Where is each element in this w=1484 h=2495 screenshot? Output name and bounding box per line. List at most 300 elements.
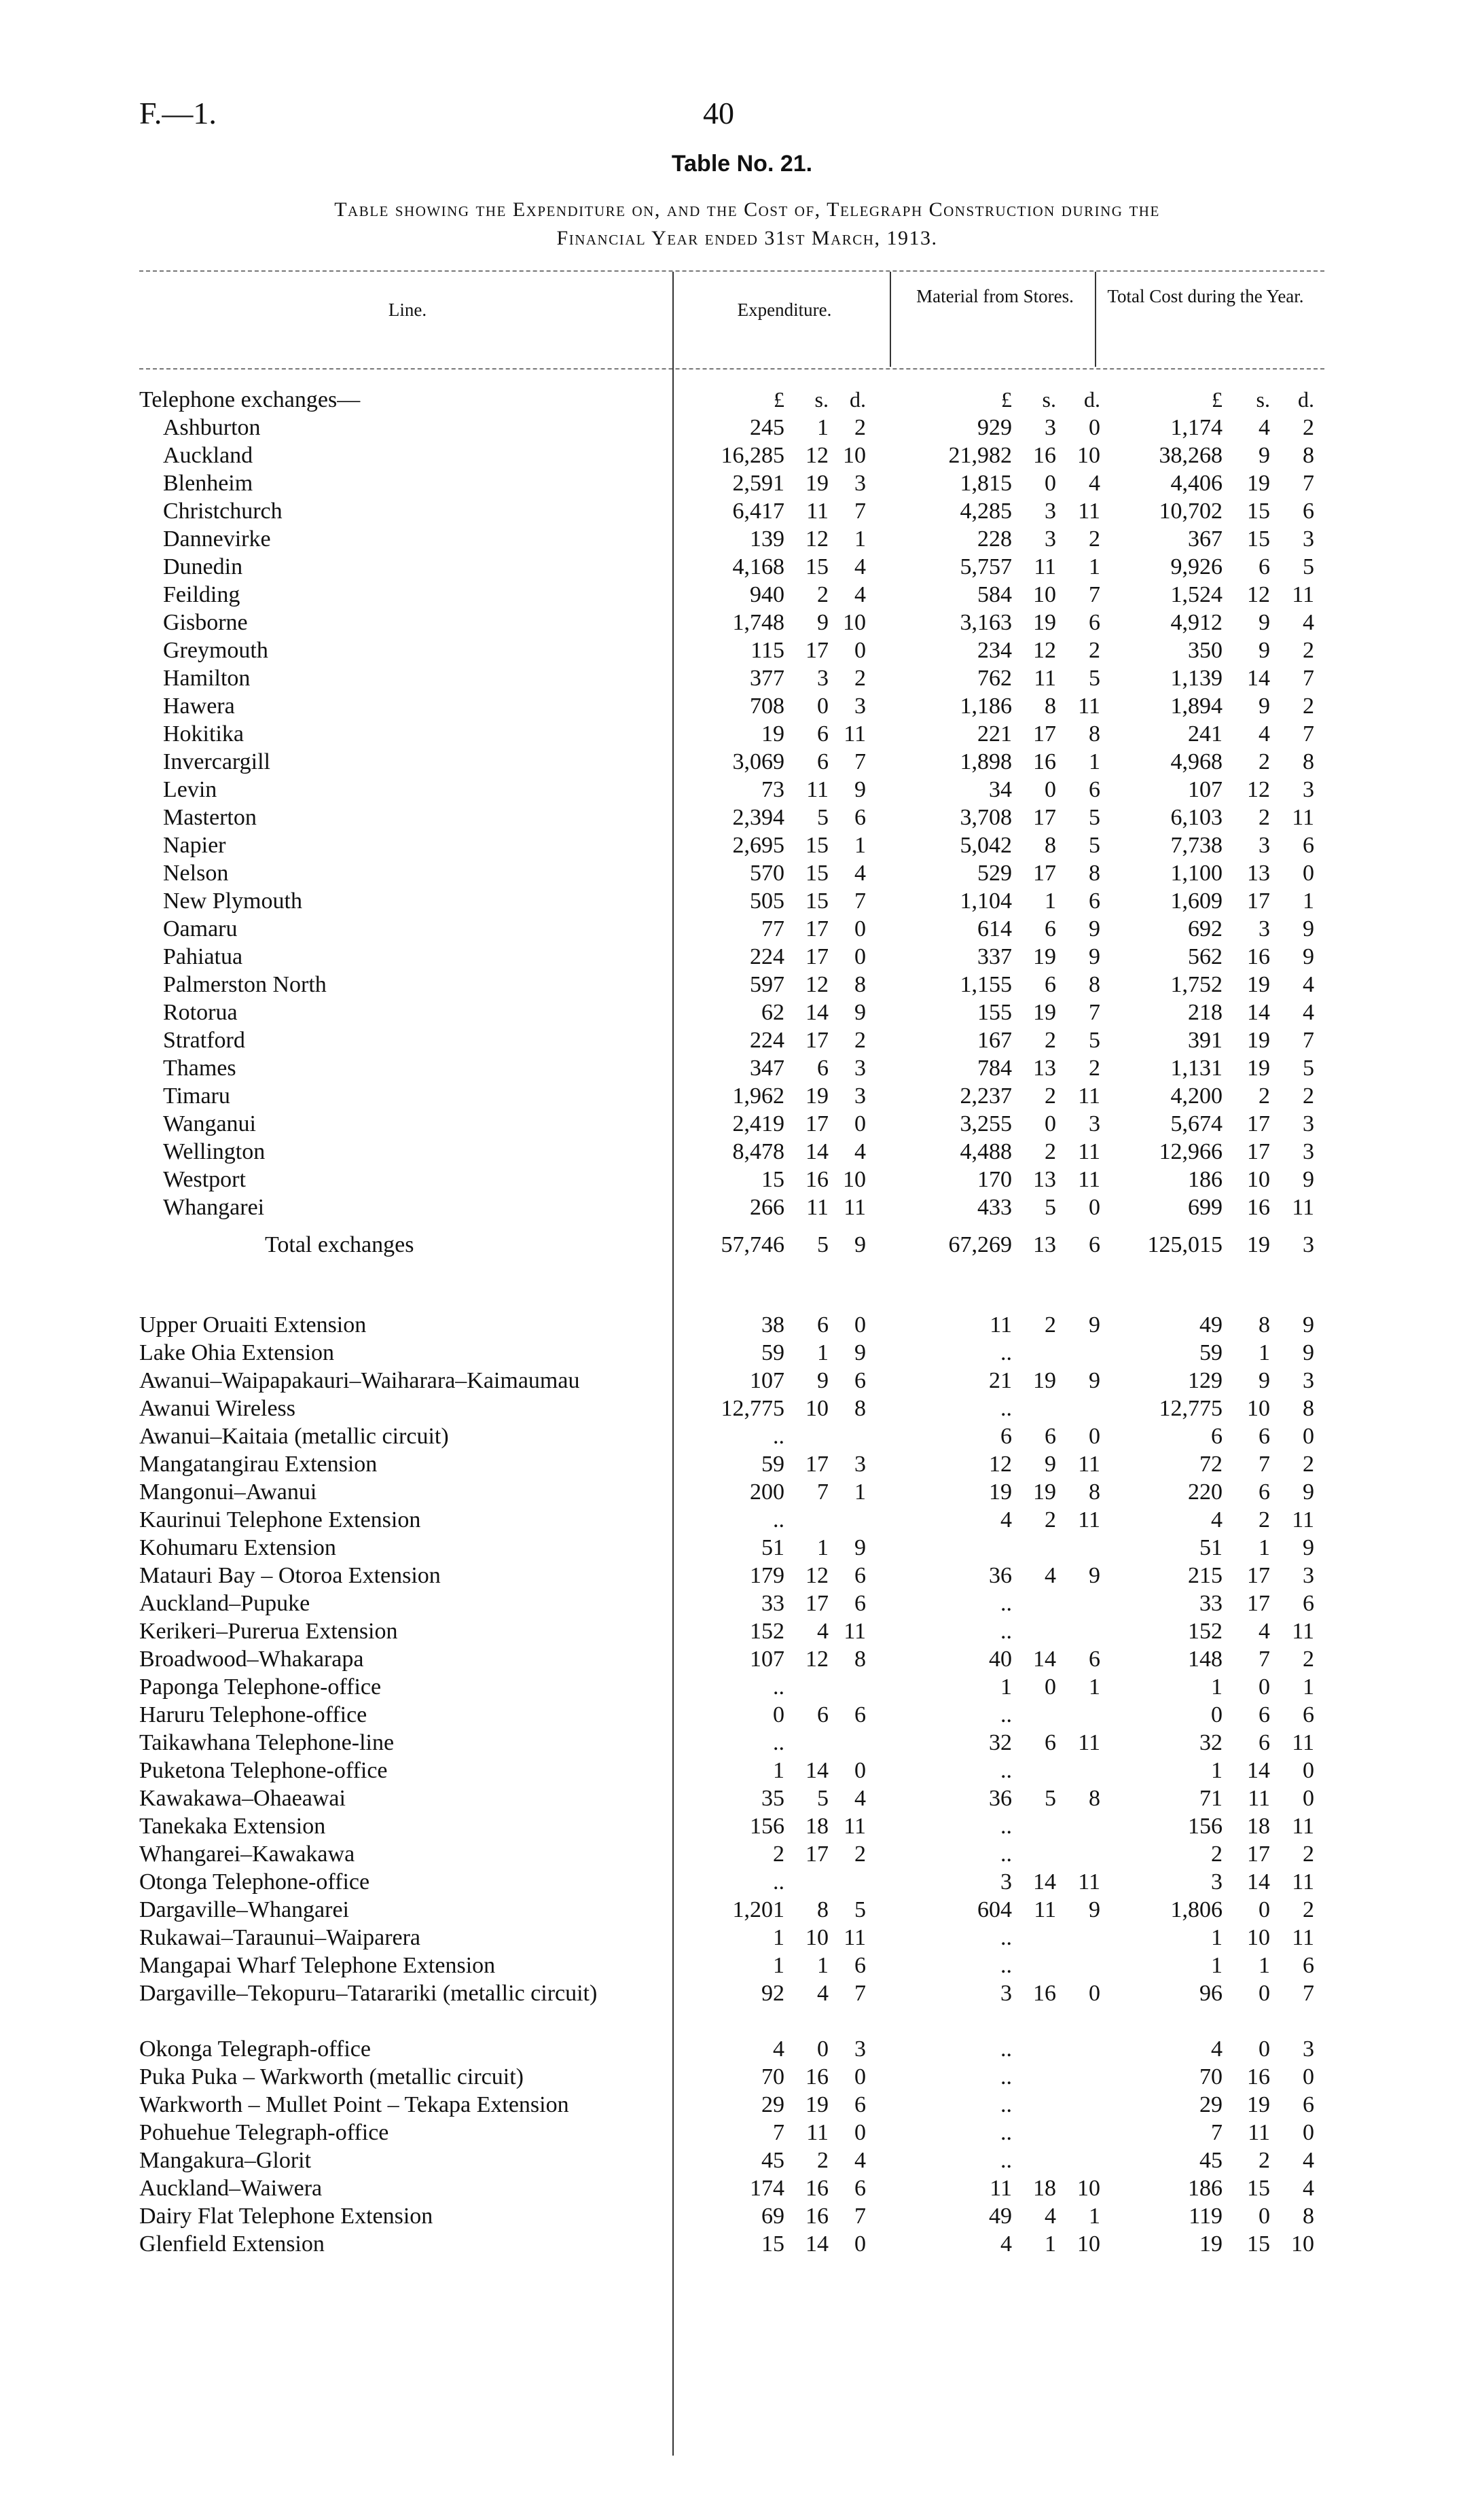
table-row (0, 664, 1484, 692)
total-pence: 3 (1303, 526, 1314, 552)
material-pounds: 4 (1000, 1507, 1012, 1532)
total-shillings: 2 (1259, 805, 1270, 830)
expenditure-pence: 3 (854, 694, 866, 719)
total-shillings: 0 (1259, 1981, 1270, 2006)
expenditure-pounds: 200 (750, 1479, 784, 1505)
total-pounds: 4,912 (1170, 610, 1223, 635)
material-shillings: 13 (1033, 1232, 1056, 1257)
total-pounds: 1,609 (1170, 888, 1223, 914)
total-pounds: 186 (1188, 2176, 1223, 2201)
total-shillings: 14 (1247, 1000, 1270, 1025)
expenditure-pounds: 2 (773, 1842, 784, 1867)
row-label: Okonga Telegraph-office (139, 2036, 371, 2062)
total-shillings: 17 (1247, 1139, 1270, 1164)
expenditure-pounds: 59 (761, 1340, 784, 1365)
material-pounds: 19 (989, 1479, 1012, 1505)
material-pence: 11 (1078, 694, 1100, 719)
row-label: Awanui Wireless (139, 1396, 295, 1421)
material-shillings: 0 (1045, 471, 1056, 496)
table-row (0, 1166, 1484, 1193)
table-subtitle-line-1: Table showing the Expenditure on, and the Cost of, Telegraph Construction during the (334, 198, 1160, 221)
expenditure-pence: 6 (854, 1591, 866, 1616)
material-pence: 5 (1089, 666, 1100, 691)
table-row (0, 1896, 1484, 1924)
total-pence: 10 (1291, 2231, 1314, 2257)
material-shillings: 6 (1045, 972, 1056, 997)
total-pence: 0 (1303, 2120, 1314, 2145)
material-shillings: 8 (1045, 833, 1056, 858)
material-pounds: 234 (977, 638, 1012, 663)
total-shillings: 0 (1259, 2036, 1270, 2062)
material-pounds: 433 (977, 1195, 1012, 1220)
total-shillings: 14 (1247, 1758, 1270, 1783)
total-shillings: 4 (1259, 721, 1270, 747)
total-pence: 11 (1292, 1195, 1314, 1220)
total-pence: 0 (1303, 2064, 1314, 2089)
table-row (0, 2063, 1484, 2091)
row-label: Wellington (163, 1139, 266, 1164)
total-pence: 3 (1303, 2036, 1314, 2062)
expenditure-shillings: 12 (806, 1647, 829, 1672)
row-label: Tanekaka Extension (139, 1814, 326, 1839)
total-shillings: 18 (1247, 1814, 1270, 1839)
expenditure-pounds: 505 (750, 888, 784, 914)
row-label: Westport (163, 1167, 246, 1192)
material-pounds: .. (1000, 2148, 1012, 2173)
row-label: Kaurinui Telephone Extension (139, 1507, 421, 1532)
total-shillings: 11 (1248, 2120, 1270, 2145)
expenditure-pence: 1 (854, 526, 866, 552)
expenditure-pounds: 266 (750, 1195, 784, 1220)
table-row (0, 1840, 1484, 1868)
expenditure-shillings: 15 (806, 833, 829, 858)
expenditure-pounds: 73 (761, 777, 784, 802)
material-pounds: 11 (990, 1312, 1012, 1338)
total-pence: 3 (1303, 1368, 1314, 1393)
total-pence: 9 (1303, 916, 1314, 941)
material-pounds: .. (1000, 1953, 1012, 1978)
material-shillings: 12 (1033, 638, 1056, 663)
material-pounds: 2,237 (960, 1083, 1012, 1109)
expenditure-shillings: 9 (817, 610, 829, 635)
total-shillings: 15 (1247, 499, 1270, 524)
material-pence: 10 (1077, 2231, 1100, 2257)
expenditure-pence: 0 (854, 1111, 866, 1136)
material-shillings: 2 (1045, 1312, 1056, 1338)
total-shillings: 3 (1259, 916, 1270, 941)
material-shillings: 2 (1045, 1083, 1056, 1109)
expenditure-shillings: 17 (806, 1028, 829, 1053)
expenditure-shillings: 17 (806, 944, 829, 969)
expenditure-pounds: .. (773, 1730, 784, 1755)
row-label: Nelson (163, 861, 229, 886)
total-pounds: 5,674 (1170, 1111, 1223, 1136)
total-pounds: 9,926 (1170, 554, 1223, 579)
table-row (0, 692, 1484, 720)
total-shillings: 6 (1259, 1730, 1270, 1755)
table-row (0, 1868, 1484, 1896)
table-row (0, 1110, 1484, 1138)
total-shillings: 6 (1259, 1702, 1270, 1727)
material-pence: 4 (1089, 471, 1100, 496)
material-pounds: 3,255 (960, 1111, 1012, 1136)
material-pounds: 1,155 (960, 972, 1012, 997)
row-label: Whangarei–Kawakawa (139, 1842, 355, 1867)
material-pence: 8 (1089, 861, 1100, 886)
table-row (0, 1701, 1484, 1729)
expenditure-shillings: 10 (806, 1925, 829, 1950)
expenditure-pence: 5 (854, 1897, 866, 1922)
table-row (0, 1729, 1484, 1757)
material-pounds: .. (1000, 1814, 1012, 1839)
table-row (0, 2230, 1484, 2258)
total-pence: 1 (1303, 888, 1314, 914)
material-shillings: 11 (1034, 554, 1056, 579)
material-shillings: 16 (1033, 1981, 1056, 2006)
expenditure-shillings: 17 (806, 638, 829, 663)
expenditure-shillings: 15 (806, 888, 829, 914)
total-pounds: 7 (1211, 2120, 1223, 2145)
total-pence: 11 (1292, 805, 1314, 830)
total-pence: 6 (1303, 1953, 1314, 1978)
total-pounds: 241 (1188, 721, 1223, 747)
page-number: 40 (703, 96, 734, 130)
material-pounds: 529 (977, 861, 1012, 886)
total-shillings: 13 (1247, 861, 1270, 886)
expenditure-shillings: 5 (817, 1232, 829, 1257)
row-label: Otonga Telephone-office (139, 1869, 370, 1895)
total-pence: 11 (1292, 1814, 1314, 1839)
total-pence: 11 (1292, 1619, 1314, 1644)
table-row (0, 804, 1484, 831)
total-pounds: 70 (1199, 2064, 1223, 2089)
unit-shillings: s. (1256, 387, 1270, 412)
unit-pence: d. (850, 387, 866, 412)
expenditure-pounds: 15 (761, 1167, 784, 1192)
total-pence: 4 (1303, 1000, 1314, 1025)
total-pence: 9 (1303, 1479, 1314, 1505)
total-pence: 6 (1303, 833, 1314, 858)
row-label: Gisborne (163, 610, 248, 635)
table-row (0, 1193, 1484, 1221)
expenditure-pence: 6 (854, 2092, 866, 2117)
total-shillings: 4 (1259, 1619, 1270, 1644)
material-pounds: 3,163 (960, 610, 1012, 635)
expenditure-shillings: 18 (806, 1814, 829, 1839)
total-pence: 3 (1303, 1111, 1314, 1136)
row-label: Rukawai–Taraunui–Waiparera (139, 1925, 421, 1950)
total-pence: 3 (1303, 1232, 1314, 1257)
unit-pounds: £ (1001, 387, 1012, 412)
total-shillings: 10 (1247, 1925, 1270, 1950)
total-pounds: 10,702 (1159, 499, 1223, 524)
material-shillings: 18 (1033, 2176, 1056, 2201)
material-shillings: 17 (1033, 805, 1056, 830)
material-shillings: 19 (1033, 1479, 1056, 1505)
total-pounds: 12,775 (1159, 1396, 1223, 1421)
expenditure-pounds: 1 (773, 1925, 784, 1950)
total-shillings: 17 (1247, 1563, 1270, 1588)
total-pence: 7 (1303, 666, 1314, 691)
expenditure-pence: 0 (854, 1312, 866, 1338)
total-pence: 2 (1303, 694, 1314, 719)
total-pounds: 12,966 (1159, 1139, 1223, 1164)
column-header-material: Material from Stores. (916, 286, 1074, 306)
spacer (0, 1269, 1484, 1311)
table-row (0, 971, 1484, 999)
material-shillings: 11 (1034, 666, 1056, 691)
material-pounds: 228 (977, 526, 1012, 552)
total-pence: 8 (1303, 1396, 1314, 1421)
expenditure-pounds: 570 (750, 861, 784, 886)
total-pounds: 1,524 (1170, 582, 1223, 607)
expenditure-shillings: 15 (806, 861, 829, 886)
expenditure-pounds: .. (773, 1674, 784, 1700)
expenditure-pence: 6 (854, 2176, 866, 2201)
table-row (0, 1979, 1484, 2035)
material-pounds: 167 (977, 1028, 1012, 1053)
total-shillings: 8 (1259, 1312, 1270, 1338)
expenditure-pence: 4 (854, 2148, 866, 2173)
material-pence: 11 (1078, 1167, 1100, 1192)
unit-shillings: s. (1042, 387, 1056, 412)
total-pence: 11 (1292, 1507, 1314, 1532)
expenditure-pence: 10 (843, 1167, 866, 1192)
material-shillings: 4 (1045, 2204, 1056, 2229)
table-row (0, 1082, 1484, 1110)
material-pounds: 5,042 (960, 833, 1012, 858)
expenditure-pence: 0 (854, 638, 866, 663)
row-label: Hamilton (163, 666, 251, 691)
expenditure-shillings: 12 (806, 526, 829, 552)
expenditure-pounds: 3,069 (732, 749, 784, 774)
expenditure-pounds: 2,394 (732, 805, 784, 830)
expenditure-shillings: 1 (817, 1953, 829, 1978)
material-pounds: 32 (989, 1730, 1012, 1755)
expenditure-pence: 8 (854, 972, 866, 997)
total-shillings: 6 (1259, 1479, 1270, 1505)
table-body (0, 386, 1484, 2258)
material-pence: 11 (1078, 1730, 1100, 1755)
document-reference: F.—1. (139, 96, 217, 130)
total-shillings: 17 (1247, 1842, 1270, 1867)
total-pounds: 148 (1188, 1647, 1223, 1672)
material-pence: 6 (1089, 777, 1100, 802)
material-shillings: 2 (1045, 1507, 1056, 1532)
material-pence: 1 (1089, 749, 1100, 774)
total-shillings: 15 (1247, 2231, 1270, 2257)
material-pounds: .. (1000, 2036, 1012, 2062)
material-pence: 11 (1078, 1507, 1100, 1532)
total-shillings: 15 (1247, 526, 1270, 552)
expenditure-shillings: 6 (817, 1702, 829, 1727)
row-label: Awanui–Kaitaia (metallic circuit) (139, 1424, 449, 1449)
expenditure-shillings: 16 (806, 1167, 829, 1192)
total-pounds: 1,100 (1170, 861, 1223, 886)
expenditure-pence: 7 (854, 1981, 866, 2006)
material-pounds: 784 (977, 1056, 1012, 1081)
expenditure-pence: 10 (843, 610, 866, 635)
row-label: Dargaville–Tekopuru–Tatarariki (metallic circuit) (139, 1981, 598, 2006)
row-label: Masterton (163, 805, 257, 830)
total-pence: 4 (1303, 2148, 1314, 2173)
material-pounds: 4,285 (960, 499, 1012, 524)
expenditure-pence: 1 (854, 833, 866, 858)
total-pounds: 562 (1188, 944, 1223, 969)
column-header-total: Total Cost during the Year. (1107, 286, 1304, 306)
material-pounds: 584 (977, 582, 1012, 607)
expenditure-shillings: 12 (806, 1563, 829, 1588)
total-shillings: 19 (1247, 471, 1270, 496)
row-label: Kawakawa–Ohaeawai (139, 1786, 346, 1811)
total-shillings: 0 (1259, 1674, 1270, 1700)
expenditure-pounds: 2,591 (732, 471, 784, 496)
table-row (0, 469, 1484, 497)
expenditure-pounds: 92 (761, 1981, 784, 2006)
expenditure-pounds: 2,419 (732, 1111, 784, 1136)
row-label: Feilding (163, 582, 240, 607)
row-label: Auckland (163, 443, 253, 468)
material-pounds: 929 (977, 415, 1012, 440)
expenditure-pence: 0 (854, 1758, 866, 1783)
table-row (0, 1367, 1484, 1395)
table-row (0, 1617, 1484, 1645)
total-pence: 6 (1303, 1591, 1314, 1616)
material-shillings: 14 (1033, 1647, 1056, 1672)
table-row (0, 2119, 1484, 2147)
total-pounds: 1 (1211, 1925, 1223, 1950)
expenditure-pounds: 224 (750, 1028, 784, 1053)
expenditure-pounds: 1 (773, 1953, 784, 1978)
expenditure-shillings: 19 (806, 471, 829, 496)
expenditure-pounds: 708 (750, 694, 784, 719)
material-pence: 5 (1089, 805, 1100, 830)
expenditure-pence: 3 (854, 2036, 866, 2062)
expenditure-pence: 3 (854, 471, 866, 496)
expenditure-pounds: 33 (761, 1591, 784, 1616)
expenditure-shillings: 17 (806, 1111, 829, 1136)
total-pounds: 152 (1188, 1619, 1223, 1644)
material-pounds: 6 (1000, 1424, 1012, 1449)
expenditure-shillings: 17 (806, 916, 829, 941)
total-pence: 7 (1303, 1981, 1314, 2006)
material-pounds: 4,488 (960, 1139, 1012, 1164)
expenditure-pence: 0 (854, 916, 866, 941)
material-pence: 3 (1089, 1111, 1100, 1136)
material-pounds: 3 (1000, 1869, 1012, 1895)
total-shillings: 10 (1247, 1167, 1270, 1192)
total-pence: 2 (1303, 1083, 1314, 1109)
expenditure-shillings: 8 (817, 1897, 829, 1922)
expenditure-pence: 1 (854, 1479, 866, 1505)
material-pounds: 170 (977, 1167, 1012, 1192)
row-label: Haruru Telephone-office (139, 1702, 367, 1727)
unit-pence: d. (1084, 387, 1100, 412)
material-pence: 11 (1078, 1869, 1100, 1895)
total-pence: 7 (1303, 721, 1314, 747)
total-shillings: 16 (1247, 2064, 1270, 2089)
expenditure-pence: 9 (854, 1535, 866, 1560)
material-pounds: .. (1000, 1842, 1012, 1867)
expenditure-pence: 3 (854, 1083, 866, 1109)
expenditure-pence: 11 (844, 1195, 866, 1220)
total-pence: 5 (1303, 1056, 1314, 1081)
material-shillings: 5 (1045, 1195, 1056, 1220)
material-pence: 6 (1089, 1232, 1100, 1257)
row-label: Greymouth (163, 638, 268, 663)
table-title: Table No. 21. (671, 151, 813, 177)
material-pounds: 1 (1000, 1674, 1012, 1700)
expenditure-pounds: 107 (750, 1368, 784, 1393)
total-pence: 8 (1303, 2204, 1314, 2229)
material-pence: 2 (1089, 638, 1100, 663)
total-pence: 2 (1303, 415, 1314, 440)
expenditure-pounds: 1,748 (732, 610, 784, 635)
total-pence: 6 (1303, 1702, 1314, 1727)
row-label: New Plymouth (163, 888, 302, 914)
material-pounds: 3 (1000, 1981, 1012, 2006)
total-pence: 9 (1303, 1167, 1314, 1192)
expenditure-pence: 4 (854, 554, 866, 579)
total-pounds: 96 (1199, 1981, 1223, 2006)
expenditure-pence: 10 (843, 443, 866, 468)
material-pounds: 1,898 (960, 749, 1012, 774)
total-pence: 4 (1303, 2176, 1314, 2201)
total-pence: 9 (1303, 1340, 1314, 1365)
table-row (0, 1590, 1484, 1617)
total-shillings: 14 (1247, 1869, 1270, 1895)
expenditure-pounds: .. (773, 1869, 784, 1895)
expenditure-pounds: 4,168 (732, 554, 784, 579)
total-shillings: 1 (1259, 1340, 1270, 1365)
material-pounds: 1,186 (960, 694, 1012, 719)
expenditure-pence: 2 (854, 1842, 866, 1867)
expenditure-pence: 3 (854, 1452, 866, 1477)
material-pounds: .. (1000, 1925, 1012, 1950)
total-pence: 4 (1303, 610, 1314, 635)
table-row (0, 1924, 1484, 1952)
row-label: Total exchanges (265, 1232, 414, 1257)
expenditure-pence: 8 (854, 1396, 866, 1421)
expenditure-pounds: 15 (761, 2231, 784, 2257)
total-pounds: 1,174 (1170, 415, 1223, 440)
expenditure-pounds: 245 (750, 415, 784, 440)
table-row (0, 999, 1484, 1026)
row-label: Levin (163, 777, 217, 802)
expenditure-shillings: 17 (806, 1591, 829, 1616)
expenditure-shillings: 14 (806, 2231, 829, 2257)
expenditure-pence: 2 (854, 666, 866, 691)
total-shillings: 6 (1259, 1424, 1270, 1449)
total-shillings: 1 (1259, 1953, 1270, 1978)
unit-pounds: £ (774, 387, 784, 412)
table-row (0, 2202, 1484, 2230)
row-label: Wanganui (163, 1111, 256, 1136)
material-shillings: 0 (1045, 777, 1056, 802)
expenditure-pence: 0 (854, 944, 866, 969)
total-shillings: 19 (1247, 2092, 1270, 2117)
section-heading-row (0, 386, 1484, 414)
total-pounds: 129 (1188, 1368, 1223, 1393)
total-pounds: 156 (1188, 1814, 1223, 1839)
expenditure-pence: 11 (844, 1619, 866, 1644)
expenditure-pence: 9 (854, 777, 866, 802)
expenditure-pounds: 179 (750, 1563, 784, 1588)
table-row (0, 2035, 1484, 2063)
table-row (0, 525, 1484, 553)
total-shillings: 9 (1259, 638, 1270, 663)
material-pence: 8 (1089, 1479, 1100, 1505)
